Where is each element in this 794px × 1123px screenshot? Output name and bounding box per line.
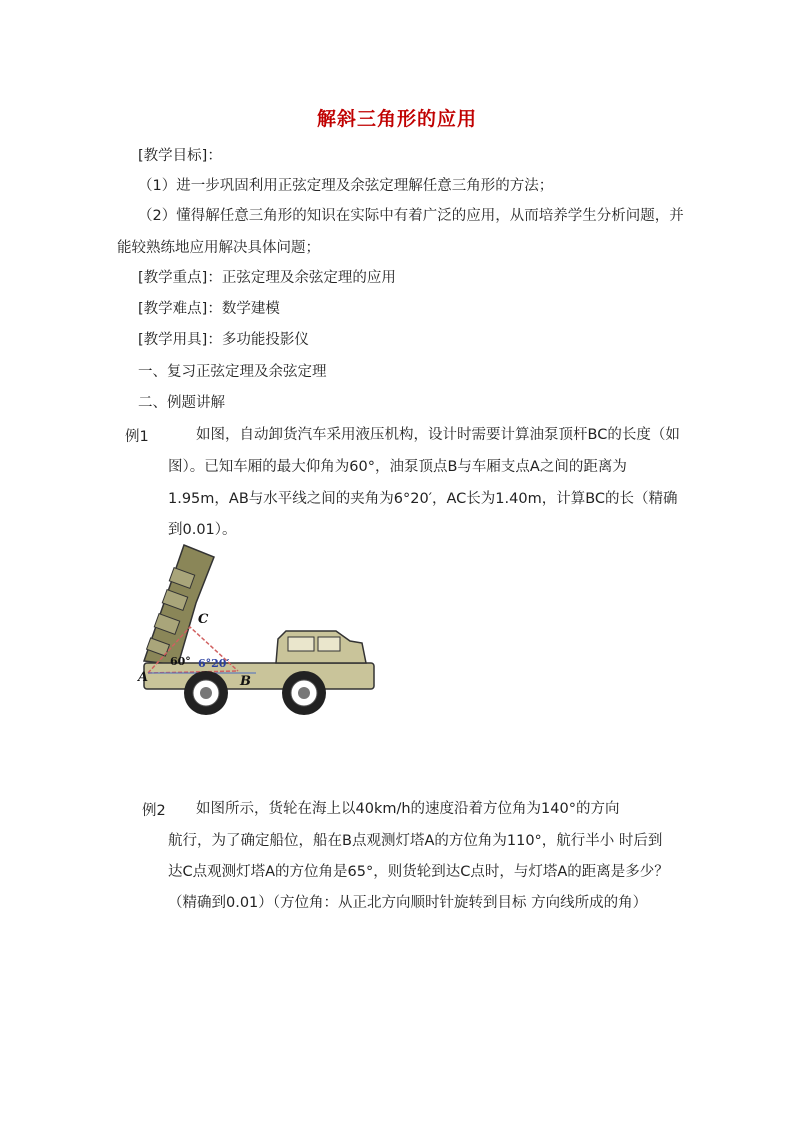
label-c: C [198,612,209,627]
label-b: B [240,674,251,689]
section-2-heading: 二、例题讲解 [138,395,225,411]
objective-2-line-1: （2）懂得解任意三角形的知识在实际中有着广泛的应用，从而培养学生分析问题，并 [138,208,684,224]
dump-truck-figure [136,543,376,721]
difficulty: [教学难点]：数学建模 [138,301,280,317]
example-2-line-2: 航行，为了确定船位，船在B点观测灯塔A的方位角为110°，航行半小 时后到 [168,833,663,849]
label-a: A [138,670,149,685]
example-2-label: 例2 [142,803,166,819]
example-1-line-1: 如图，自动卸货汽车采用液压机构，设计时需要计算油泵顶杆BC的长度（如 [196,427,680,443]
objective-2-line-2: 能较熟练地应用解决具体问题； [117,240,320,256]
example-1-line-2: 图）。已知车厢的最大仰角为60°，油泵顶点B与车厢支点A之间的距离为 [168,459,627,475]
objective-1: （1）进一步巩固利用正弦定理及余弦定理解任意三角形的方法； [138,178,554,194]
example-2-line-4: （精确到0.01）（方位角：从正北方向顺时针旋转到目标 方向线所成的角） [168,895,648,911]
key-point: [教学重点]：正弦定理及余弦定理的应用 [138,270,396,286]
rear-wheel [184,671,228,715]
label-angle-6-20: 6°20′ [198,657,230,670]
label-angle-60: 60° [170,655,191,668]
teaching-tools: [教学用具]：多功能投影仪 [138,332,309,348]
document-title: 解斜三角形的应用 [316,108,477,130]
section-1-heading: 一、复习正弦定理及余弦定理 [138,364,327,380]
front-wheel [282,671,326,715]
example-2-line-1: 如图所示，货轮在海上以40km/h的速度沿着方位角为140°的方向 [196,801,620,817]
objectives-heading: [教学目标]： [138,148,222,164]
cab-window [288,637,314,651]
example-2-line-3: 达C点观测灯塔A的方位角是65°，则货轮到达C点时，与灯塔A的距离是多少？ [168,864,669,880]
example-1-line-3: 1.95m，AB与水平线之间的夹角为6°20′，AC长为1.40m，计算BC的长（精确 [168,491,678,507]
cab-window-2 [318,637,340,651]
truck-bed [144,545,214,665]
example-1-line-4: 到0.01）。 [168,522,237,538]
example-1-label: 例1 [125,429,149,445]
